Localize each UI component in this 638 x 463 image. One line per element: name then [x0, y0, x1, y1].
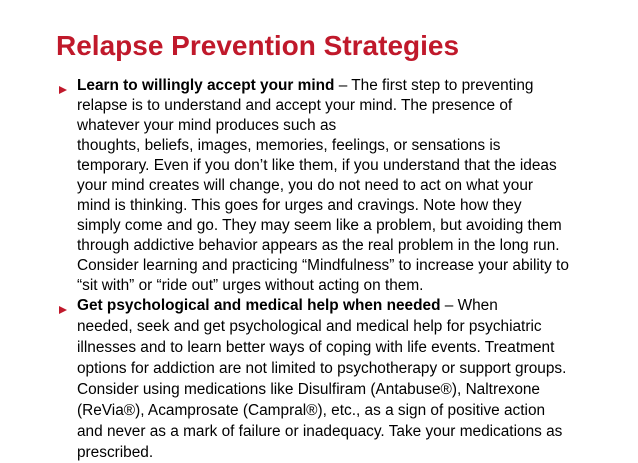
bullet-line: thoughts, beliefs, images, memories, feelings, or sensations is — [77, 137, 501, 154]
bullet-line: Consider learning and practicing “Mindfulness” to increase your ability to — [77, 257, 569, 274]
bullet-line: your mind creates will change, you do not need to act on what your — [77, 177, 534, 194]
bullet-marker-icon — [59, 86, 67, 94]
bullet-line: (ReVia®), Acamprosate (Campral®), etc., as a sign of positive action — [77, 402, 546, 419]
slide-title: Relapse Prevention Strategies — [56, 30, 460, 61]
bullet-line: relapse is to understand and accept your mind. The presence of — [77, 97, 513, 114]
bullet-line: Learn to willingly accept your mind – The first step to preventing — [77, 77, 534, 94]
bullet-line: needed, seek and get psychological and medical help for psychiatric — [77, 318, 542, 335]
bullet-line: Get psychological and medical help when needed – When — [77, 297, 498, 314]
bullet-line: options for addiction are not limited to psychotherapy or support groups. — [77, 360, 567, 377]
bullet-line: prescribed. — [77, 444, 154, 461]
bullet-line: whatever your mind produces such as — [77, 117, 337, 134]
bullet-line: temporary. Even if you don’t like them, if you understand that the ideas — [77, 157, 557, 174]
bullet-heading: Learn to willingly accept your mind — [77, 77, 335, 94]
bullet-line: illnesses and to learn better ways of coping with life events. Treatment — [77, 339, 555, 356]
bullet-line: “sit with” or “ride out” urges without acting on them. — [77, 277, 424, 294]
bullet-marker-icon — [59, 306, 67, 314]
bullet-line: and never as a mark of failure or inadequacy. Take your medications as — [77, 423, 563, 440]
bullet-heading: Get psychological and medical help when needed — [77, 297, 441, 314]
bullet-line: simply come and go. They may seem like a problem, but avoiding them — [77, 217, 562, 234]
bullet-line: Consider using medications like Disulfiram (Antabuse®), Naltrexone — [77, 381, 540, 398]
bullet-line: mind is thinking. This goes for urges and cravings. Note how they — [77, 197, 522, 214]
bullet-line: through addictive behavior appears as the real problem in the long run. — [77, 237, 560, 254]
